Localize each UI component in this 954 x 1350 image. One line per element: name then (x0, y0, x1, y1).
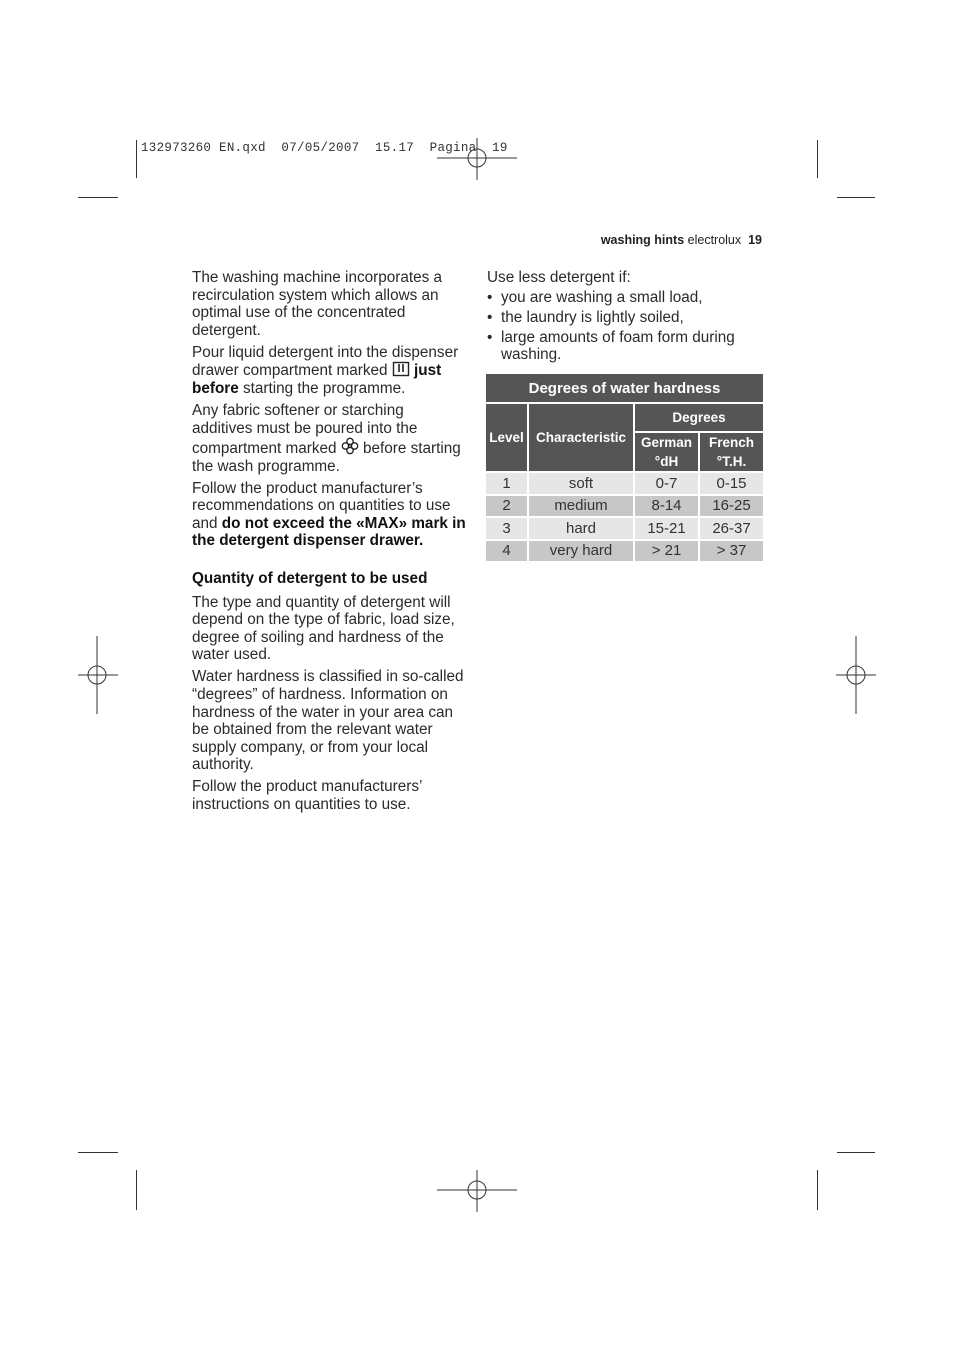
before-wash-text: before starting the wash programme. (192, 440, 461, 475)
cell-level: 1 (486, 472, 528, 495)
paragraph-water-hardness: Water hardness is classified in so-called “degrees” of hardness. Information on hardness of the water in your area can be obtained from the relevant water supply company, or from your local authority. (192, 668, 464, 774)
page-number: 19 (748, 233, 762, 247)
paragraph-liquid-detergent (192, 344, 468, 398)
table-row (486, 540, 763, 563)
list-item: • large amounts of foam form during washing. (487, 329, 763, 364)
cell-french: 0-15 (699, 472, 763, 495)
registration-mark-left (78, 636, 118, 714)
cell-level: 4 (486, 540, 528, 563)
table-title: Degrees of water hardness (486, 374, 763, 403)
french-label: French (708, 435, 754, 450)
max-mark-warning: do not exceed the «MAX» mark in the detergent dispenser drawer. (192, 514, 466, 550)
less-detergent-intro: Use less detergent if: (487, 269, 631, 286)
table-row (486, 472, 763, 495)
list-item: • you are washing a small load, (487, 289, 763, 307)
german-label: German (640, 435, 693, 450)
fabric-softener-text: Any fabric softener or starching additives must be poured into the compartment marked (192, 401, 418, 458)
cell-german: 15-21 (634, 517, 699, 540)
cell-french: 26-37 (699, 517, 763, 540)
liquid-detergent-text: Pour liquid detergent into the dispenser drawer compartment marked (192, 343, 459, 380)
water-hardness-table (486, 374, 763, 563)
prewash-compartment-icon (392, 361, 410, 377)
cell-characteristic: soft (528, 472, 634, 495)
paragraph-max-mark (192, 480, 468, 550)
cell-french: 16-25 (699, 495, 763, 518)
french-unit: °T.H. (716, 454, 747, 469)
column-header-degrees: Degrees (634, 403, 763, 432)
paragraph-detergent-type: The type and quantity of detergent will depend on the type of fabric, load size, degree of soiling and hardness of the water used. (192, 593, 455, 664)
cell-german: 8-14 (634, 495, 699, 518)
cell-characteristic: hard (528, 517, 634, 540)
paragraph-fabric-softener (192, 402, 468, 475)
table-row (486, 495, 763, 518)
paragraph-manufacturer-instructions: Follow the product manufacturers’ instructions on quantities to use. (192, 778, 422, 813)
cell-french: > 37 (699, 540, 763, 563)
section-heading-quantity: Quantity of detergent to be used (192, 570, 428, 588)
running-head (601, 233, 762, 247)
column-header-characteristic: Characteristic (528, 403, 634, 472)
right-column (487, 269, 763, 366)
column-header-french (699, 432, 763, 472)
column-header-level: Level (486, 403, 528, 472)
section-name: washing hints (600, 233, 685, 247)
registration-mark-bottom (437, 1170, 517, 1212)
cell-german: 0-7 (634, 472, 699, 495)
flower-softener-icon (341, 437, 359, 455)
manufacturer-recommendation-text: Follow the product manufacturer’s recommendations on quantities to use and (192, 479, 451, 532)
cell-characteristic: medium (528, 495, 634, 518)
just-before-bold: just before (192, 362, 442, 397)
cell-level: 3 (486, 517, 528, 540)
list-item: • the laundry is lightly soiled, (487, 309, 763, 327)
table-row (486, 517, 763, 540)
brand-name: electrolux (687, 233, 742, 247)
left-column (192, 269, 468, 818)
less-detergent-list (487, 289, 763, 364)
starting-programme-text: starting the programme. (243, 379, 406, 397)
paragraph-recirculation: The washing machine incorporates a recirculation system which allows an optimal use of the concentrated detergent. (192, 269, 442, 339)
german-unit: °dH (654, 454, 679, 469)
registration-mark-right (836, 636, 876, 714)
column-header-german (634, 432, 699, 472)
cell-characteristic: very hard (528, 540, 634, 563)
cell-german: > 21 (634, 540, 699, 563)
cell-level: 2 (486, 495, 528, 518)
print-slug: 132973260 EN.qxd 07/05/2007 15.17 Pagina 19 (141, 141, 508, 155)
